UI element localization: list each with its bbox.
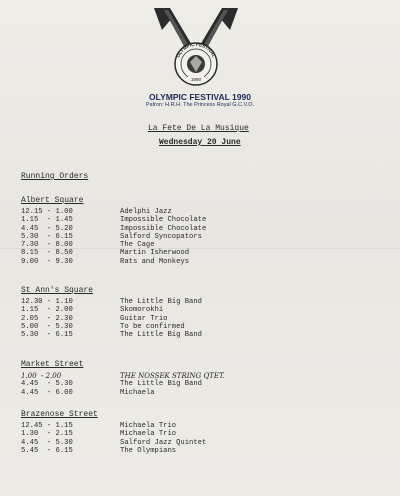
- slot-act: Skomorokhi: [120, 306, 164, 315]
- venue-block: [21, 410, 381, 455]
- slot-time: 8.15 - 8.50: [21, 249, 73, 258]
- slot-act: The Little Big Band: [120, 380, 202, 389]
- slot-time: 9.00 - 9.30: [21, 257, 73, 266]
- schedule-row: [21, 430, 381, 438]
- schedule-row: [21, 306, 381, 314]
- patron-line: Patron: H.R.H. The Princess Royal G.C.V.O.: [145, 102, 255, 108]
- slot-act: Martin Isherwood: [120, 249, 190, 258]
- event-date: Wednesday 20 June: [159, 138, 241, 147]
- event-title: La Fete De La Musique: [148, 124, 249, 133]
- slot-time: 4.45 - 5.30: [21, 438, 73, 447]
- slot-time: 7.30 - 8.00: [21, 241, 73, 250]
- schedule-row: [21, 380, 381, 388]
- schedule-row: [21, 233, 381, 241]
- schedule-row: [21, 249, 381, 257]
- logo-ring-text: OLYMPIC FESTIVAL: [175, 41, 217, 59]
- slot-time: 1.15 - 1.45: [21, 216, 73, 225]
- slot-time: 5.30 - 6.15: [21, 331, 73, 340]
- slot-act: Salford Jazz Quintet: [120, 438, 207, 447]
- running-orders-heading: Running Orders: [21, 172, 89, 181]
- slot-time: 1.15 - 2.00: [21, 306, 73, 315]
- schedule-row: [21, 447, 381, 455]
- venue-name: St Ann's Square: [21, 286, 94, 295]
- slot-act: Rats and Monkeys: [120, 257, 190, 266]
- slot-time: 12.45 - 1.15: [21, 422, 73, 430]
- slot-time: 4.45 - 5.30: [21, 380, 73, 389]
- schedule-row: [21, 323, 381, 331]
- schedule-row: [21, 216, 381, 224]
- venue-name: Brazenose Street: [21, 410, 98, 419]
- slot-act: Adelphi Jazz: [120, 208, 172, 216]
- slot-time: 5.30 - 6.15: [21, 232, 73, 241]
- venue-block: [21, 360, 381, 397]
- schedule-row: [21, 225, 381, 233]
- slot-act: Impossible Chocolate: [120, 216, 207, 225]
- venue-block: [21, 286, 381, 339]
- schedule-row: [21, 422, 381, 430]
- slot-act: Salford Syncopators: [120, 232, 202, 241]
- slot-act: Michaela: [120, 388, 155, 397]
- slot-time: 4.45 - 6.00: [21, 388, 73, 397]
- venue-block: [21, 196, 381, 266]
- schedule-row: [21, 331, 381, 339]
- slot-time: 12.15 - 1.00: [21, 208, 73, 216]
- slot-act: Guitar Trio: [120, 314, 168, 323]
- schedule-row: [21, 298, 381, 306]
- slot-act: THE NOSSEK STRING QTET.: [120, 372, 225, 380]
- slot-act: Michaela Trio: [120, 430, 177, 439]
- venue-name: Market Street: [21, 360, 84, 369]
- schedule-row: [21, 389, 381, 397]
- slot-time: 1.30 - 2.15: [21, 430, 73, 439]
- schedule-row: [21, 241, 381, 249]
- schedule-row: [21, 258, 381, 266]
- slot-act: The Little Big Band: [120, 298, 202, 306]
- schedule-row: [21, 208, 381, 216]
- olympic-festival-logo: [150, 6, 242, 92]
- festival-title: OLYMPIC FESTIVAL 1990: [149, 92, 251, 102]
- logo-year: 1990: [190, 77, 202, 82]
- slot-act: Michaela Trio: [120, 422, 177, 430]
- slot-time: 12.30 - 1.10: [21, 298, 73, 306]
- schedule-row: [21, 439, 381, 447]
- slot-act: To be confirmed: [120, 322, 185, 331]
- schedule-row: [21, 372, 381, 380]
- slot-time: 1.00 - 2.00: [21, 372, 62, 380]
- slot-act: The Little Big Band: [120, 331, 202, 340]
- slot-act: The Cage: [120, 241, 155, 250]
- venue-name: Albert Square: [21, 196, 84, 205]
- slot-time: 2.05 - 2.30: [21, 314, 73, 323]
- slot-time: 5.45 - 6.15: [21, 446, 73, 455]
- schedule-row: [21, 315, 381, 323]
- slot-act: The Olympians: [120, 446, 177, 455]
- slot-time: 4.45 - 5.20: [21, 224, 73, 233]
- slot-time: 5.00 - 5.30: [21, 322, 73, 331]
- slot-act: Impossible Chocolate: [120, 224, 207, 233]
